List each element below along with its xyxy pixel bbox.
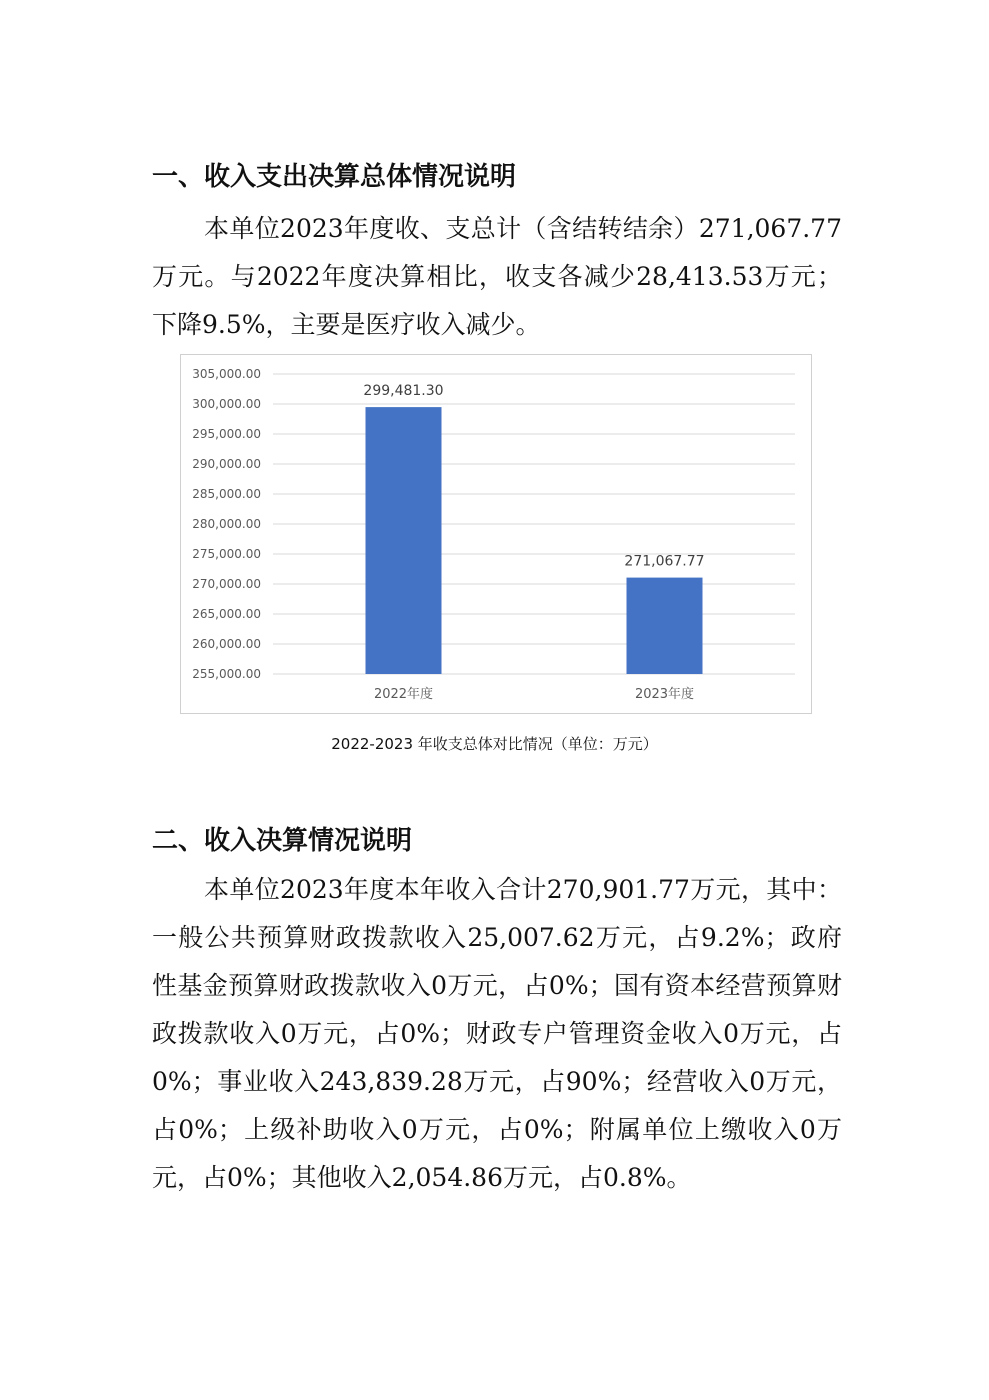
y-tick-label: 290,000.00 — [192, 457, 261, 471]
y-tick-label: 280,000.00 — [192, 517, 261, 531]
y-tick-label: 285,000.00 — [192, 487, 261, 501]
y-tick-label: 265,000.00 — [192, 607, 261, 621]
y-tick-label: 295,000.00 — [192, 427, 261, 441]
section2-heading: 二、收入决算情况说明 — [152, 826, 413, 856]
section1-heading: 一、收入支出决算总体情况说明 — [152, 162, 517, 192]
section2-paragraph: 本单位2023年度本年收入合计270,901.77万元，其中：一般公共预算财政拨款收入25,007.62万元，占9.2%；政府性基金预算财政拨款收入0万元，占0%；国有资本经营预算财政拨款收入0万元，占0%；财政专户管理资金收入0万元，占0%；事业收入243,839.28万元，占90%；经营收入0万元，占0%；上级补助收入0万元，占0%；附属单位上缴收入0万元，占0%；其他收入2,054.86万元，占0.8%。 — [152, 875, 842, 1192]
bar-chart-svg — [181, 355, 811, 713]
y-tick-label: 260,000.00 — [192, 637, 261, 651]
data-label: 271,067.77 — [624, 553, 705, 570]
bar-2022年度 — [366, 407, 442, 674]
y-tick-label: 255,000.00 — [192, 667, 261, 681]
data-label: 299,481.30 — [363, 383, 444, 400]
y-tick-label: 270,000.00 — [192, 577, 261, 591]
x-tick-label: 2022年度 — [373, 687, 434, 702]
y-tick-label: 305,000.00 — [192, 367, 261, 381]
bar-2023年度 — [627, 578, 703, 674]
y-tick-label: 275,000.00 — [192, 547, 261, 561]
section1-paragraph: 本单位2023年度收、支总计（含结转结余）271,067.77万元。与2022年度决算相比，收支各减少28,413.53万元；下降9.5%，主要是医疗收入减少。 — [152, 214, 842, 339]
income-expense-chart — [180, 354, 812, 714]
chart-caption: 2022-2023 年收支总体对比情况（单位：万元） — [331, 735, 658, 753]
x-tick-label: 2023年度 — [634, 687, 695, 702]
y-tick-label: 300,000.00 — [192, 397, 261, 411]
